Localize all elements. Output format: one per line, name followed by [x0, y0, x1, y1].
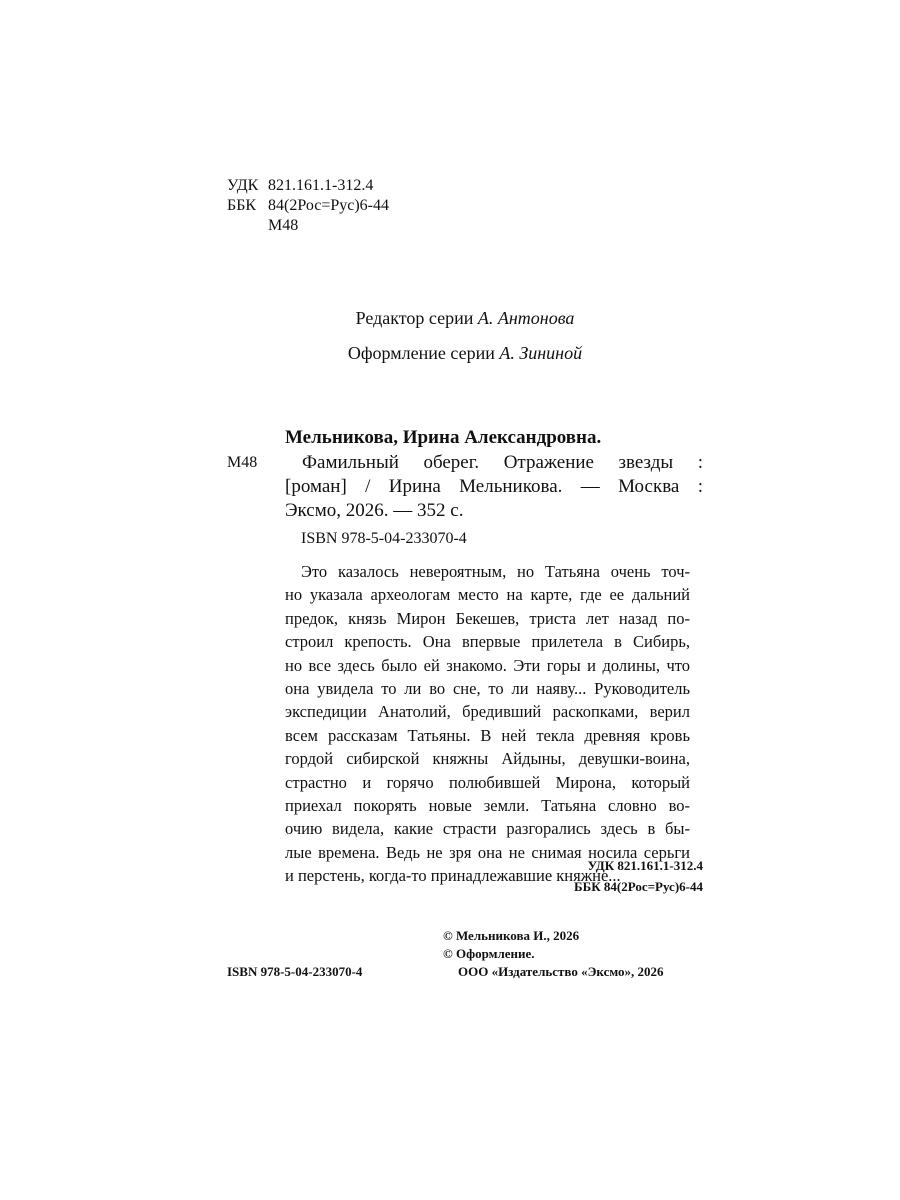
- bbk-label: ББК: [227, 197, 257, 214]
- copyright-design: © Оформление.: [443, 946, 535, 961]
- author-mark: М48: [268, 217, 299, 234]
- bbk-value: 84(2Рос=Рус)6-44: [268, 197, 390, 214]
- bottom-bbk: ББК 84(2Рос=Рус)6-44: [574, 879, 703, 894]
- annotation-line: но все здесь было ей знакомо. Эти горы и долины, что: [285, 655, 690, 675]
- series-editor-name: А. Антонова: [477, 308, 575, 328]
- annotation-line: строил крепость. Она впервые прилетела в Сибирь,: [285, 632, 690, 652]
- series-design-label: Оформление серии: [347, 343, 495, 363]
- bibliography-line: Фамильный оберег. Отражение звезды :: [302, 452, 703, 473]
- annotation-line: страстно и горячо полюбившей Мирона, который: [285, 772, 690, 792]
- publisher-copyright: ООО «Издательство «Эксмо», 2026: [458, 964, 664, 979]
- author-heading: Мельникова, Ирина Александровна.: [285, 427, 602, 448]
- annotation-line: всем рассказам Татьяны. В ней текла древняя кровь: [285, 725, 690, 745]
- annotation-line: но указала археологам место на карте, где ее дальний: [285, 585, 690, 605]
- footer-isbn: ISBN 978-5-04-233070-4: [227, 964, 363, 979]
- bibliography-line: [роман] / Ирина Мельникова. — Москва :: [285, 476, 703, 497]
- bottom-udk: УДК 821.161.1-312.4: [587, 858, 703, 873]
- annotation-line: очию видела, какие страсти разгорались здесь в бы-: [285, 819, 690, 839]
- series-editor-credit: [15, 308, 900, 329]
- annotation-line: и перстень, когда-то принадлежавшие княжне...: [285, 866, 621, 886]
- udk-value: 821.161.1-312.4: [268, 177, 374, 194]
- bibliography-mark: М48: [227, 454, 258, 471]
- series-design-name: А. Зининой: [499, 343, 583, 363]
- udk-label: УДК: [227, 177, 259, 194]
- annotation-line: она увидела то ли во сне, то ли наяву... Руководитель: [285, 679, 690, 699]
- annotation-line: Это казалось невероятным, но Татьяна очень точ-: [301, 562, 690, 581]
- annotation-line: предок, князь Мирон Бекешев, триста лет назад по-: [285, 608, 690, 628]
- annotation-line: лые времена. Ведь не зря она не снимая носила серьги: [285, 842, 690, 862]
- bibliography-description: [285, 451, 703, 523]
- annotation-line: экспедиции Анатолий, бредивший раскопками, верил: [285, 702, 690, 722]
- bibliography-line: Эксмо, 2026. — 352 с.: [285, 500, 464, 521]
- series-design-credit: [15, 343, 900, 364]
- copyright-author: © Мельникова И., 2026: [443, 928, 580, 943]
- annotation-line: гордой сибирской княжны Айдыны, девушки-воина,: [285, 749, 690, 769]
- series-editor-label: Редактор серии: [355, 308, 474, 328]
- annotation: [285, 560, 690, 888]
- bibliography-isbn: ISBN 978-5-04-233070-4: [301, 530, 467, 547]
- annotation-line: приехал покорять новые земли. Татьяна словно во-: [285, 796, 690, 816]
